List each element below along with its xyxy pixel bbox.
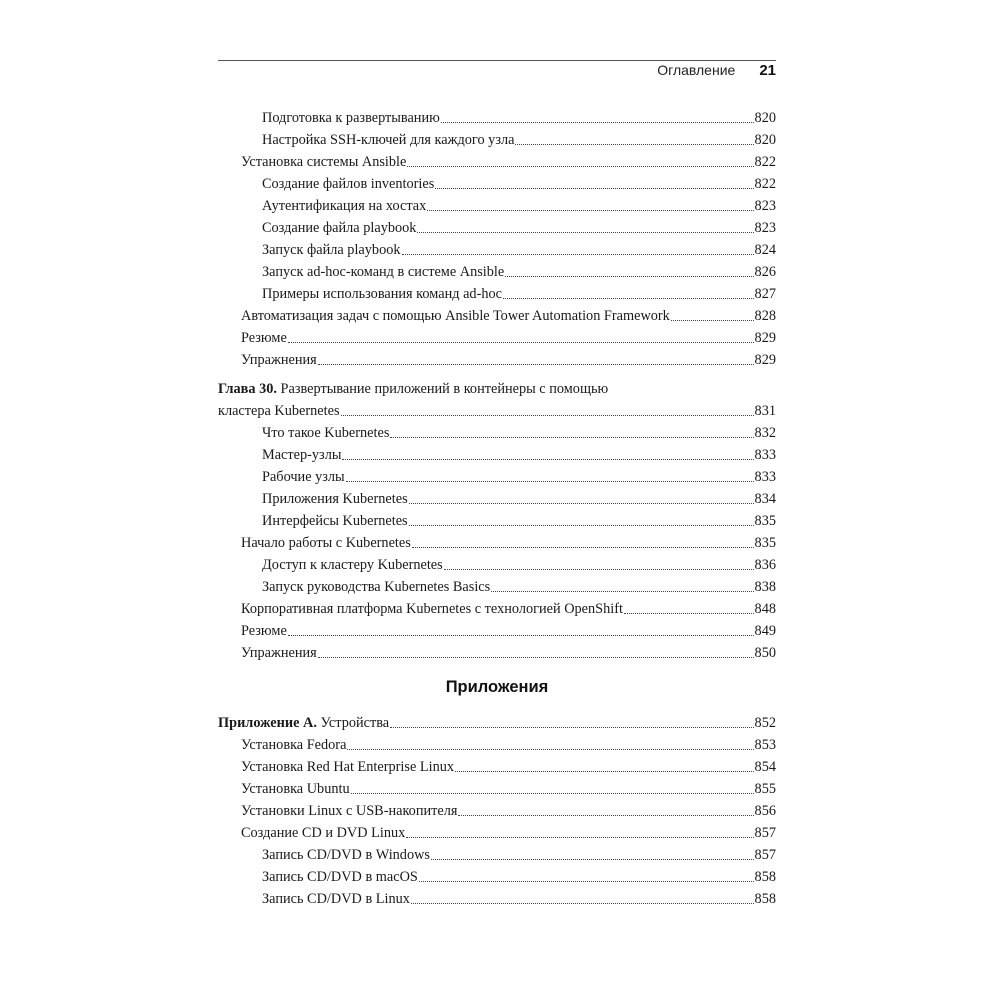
toc-entry [218,149,776,171]
leader-dots [351,793,754,794]
toc-entry-page: 855 [754,781,776,797]
toc-entry-title: Автоматизация задач с помощью Ansible Tower Automation Framework [241,308,670,324]
toc-entry [218,820,776,842]
toc-entry [218,732,776,754]
toc-entry-page: 856 [754,803,776,819]
toc-entry-title: Мастер-узлы [262,447,342,463]
leader-dots [409,525,754,526]
toc-entry-page: 853 [754,737,776,753]
toc-entry-page: 835 [754,535,776,551]
appendix-title [218,714,389,732]
toc-entry-page: 828 [754,308,776,324]
toc-entry [218,530,776,552]
leader-dots [288,635,754,636]
leader-dots [318,364,754,365]
toc-entry [218,193,776,215]
header-rule [218,60,776,61]
toc-entry [218,325,776,347]
toc-entry-title: Начало работы с Kubernetes [241,535,411,551]
toc-entry [218,464,776,486]
page-number: 21 [759,62,776,79]
toc-entry-title: Запуск файла playbook [262,242,401,258]
toc-entry-title: Запуск руководства Kubernetes Basics [262,579,491,595]
toc-entry-title: Установки Linux с USB-накопителя [241,803,458,819]
toc-entry [218,596,776,618]
toc-entry-page: 820 [754,132,776,148]
toc-entry-title: Что такое Kubernetes [262,425,390,441]
appendix-title-text: Устройства [316,715,390,731]
toc-entry [218,798,776,820]
leader-dots [419,881,754,882]
toc-entry-page: 854 [754,759,776,775]
leader-dots [624,613,754,614]
toc-entry-title: Резюме [241,623,287,639]
toc-entry-page: 824 [754,242,776,258]
toc-entry-title: Создание CD и DVD Linux [241,825,406,841]
leader-dots [342,459,753,460]
leader-dots [417,232,753,233]
toc-entry [218,640,776,662]
toc-entry-title: Упражнения [241,352,317,368]
chapter-page: 831 [754,403,776,419]
leader-dots [503,298,754,299]
toc-entry [218,552,776,574]
chapter-title-line2: кластера Kubernetes [218,403,340,419]
toc-entry-page: 849 [754,623,776,639]
toc-entry [218,420,776,442]
toc-entry-page: 829 [754,330,776,346]
leader-dots [402,254,754,255]
toc-entry-title: Запись CD/DVD в macOS [262,869,418,885]
toc-entry-page: 836 [754,557,776,573]
toc-entry-page: 833 [754,447,776,463]
chapter-heading [218,380,608,400]
toc-entry [218,259,776,281]
leader-dots [458,815,753,816]
toc-entry-page: 850 [754,645,776,661]
toc-entry-title: Запуск ad-hoc-команд в системе Ansible [262,264,505,280]
toc-entry [218,886,776,908]
toc-entry [218,171,776,193]
toc-entry-title: Запись CD/DVD в Windows [262,847,430,863]
toc-entry-title: Интерфейсы Kubernetes [262,513,408,529]
toc-entry-page: 858 [754,891,776,907]
leader-dots [455,771,754,772]
toc-entry-page: 834 [754,491,776,507]
toc-entry-page: 822 [754,154,776,170]
toc-entry-page: 857 [754,825,776,841]
leader-dots [505,276,753,277]
toc-entry [218,127,776,149]
toc-entry [218,864,776,886]
toc-entry-title: Рабочие узлы [262,469,345,485]
toc-entry-page: 833 [754,469,776,485]
toc-entry-title: Доступ к кластеру Kubernetes [262,557,443,573]
leader-dots [390,727,753,728]
toc-entry [218,842,776,864]
toc-entry [218,486,776,508]
toc-entry-title: Подготовка к развертыванию [262,110,440,126]
toc-entry [218,281,776,303]
toc-entry-page: 827 [754,286,776,302]
toc-entry-page: 823 [754,220,776,236]
appendices-heading: Приложения [445,678,549,696]
toc-entry [218,618,776,640]
toc-entry [218,442,776,464]
leader-dots [515,144,753,145]
toc-entry-title: Приложения Kubernetes [262,491,408,507]
leader-dots [491,591,753,592]
leader-dots [409,503,754,504]
toc-entry-page: 848 [754,601,776,617]
leader-dots [427,210,753,211]
leader-dots [412,547,754,548]
toc-entry-page: 820 [754,110,776,126]
leader-dots [411,903,754,904]
leader-dots [444,569,754,570]
toc-entry-title: Запись CD/DVD в Linux [262,891,410,907]
appendix-page: 852 [754,715,776,731]
toc-entry [218,508,776,530]
leader-dots [431,859,754,860]
toc-entry-page: 838 [754,579,776,595]
toc-entry [218,776,776,798]
leader-dots [341,415,754,416]
running-head-title: Оглавление [657,62,736,78]
toc-entry-title: Резюме [241,330,287,346]
toc-entry-title: Упражнения [241,645,317,661]
toc-entry-title: Примеры использования команд ad-hoc [262,286,502,302]
toc-entry-title: Создание файла playbook [262,220,417,236]
toc-entry-page: 823 [754,198,776,214]
toc-entry-page: 835 [754,513,776,529]
toc-entry-page: 858 [754,869,776,885]
toc-entry-title: Создание файлов inventories [262,176,435,192]
book-page [218,0,776,1000]
toc-entry-title: Установка Red Hat Enterprise Linux [241,759,455,775]
chapter-label: Глава 30. [218,381,277,397]
toc-entry-title: Настройка SSH-ключей для каждого узла [262,132,515,148]
leader-dots [407,166,753,167]
toc-entry [218,237,776,259]
leader-dots [346,481,754,482]
leader-dots [347,749,753,750]
leader-dots [435,188,753,189]
leader-dots [441,122,754,123]
toc-entry-title: Корпоративная платформа Kubernetes с технологией OpenShift [241,601,623,617]
toc-entry-title: Установка Fedora [241,737,347,753]
toc-entry-page: 826 [754,264,776,280]
toc-entry-page: 822 [754,176,776,192]
toc-entry-title: Установка Ubuntu [241,781,350,797]
toc-entry-page: 832 [754,425,776,441]
chapter-entry [218,398,776,420]
toc-entry [218,105,776,127]
leader-dots [318,657,754,658]
toc-entry-title: Установка системы Ansible [241,154,407,170]
toc-entry [218,303,776,325]
toc-entry-title: Аутентификация на хостах [262,198,427,214]
leader-dots [288,342,754,343]
running-head [657,62,776,84]
appendix-entry [218,710,776,732]
leader-dots [671,320,754,321]
toc-entry [218,754,776,776]
toc-entry [218,574,776,596]
toc-entry-page: 829 [754,352,776,368]
chapter-title-line1: Развертывание приложений в контейнеры с помощью [276,381,609,397]
toc-entry [218,215,776,237]
toc-entry [218,347,776,369]
appendix-label: Приложение А. [218,715,317,731]
leader-dots [406,837,753,838]
toc-entry-page: 857 [754,847,776,863]
leader-dots [390,437,753,438]
